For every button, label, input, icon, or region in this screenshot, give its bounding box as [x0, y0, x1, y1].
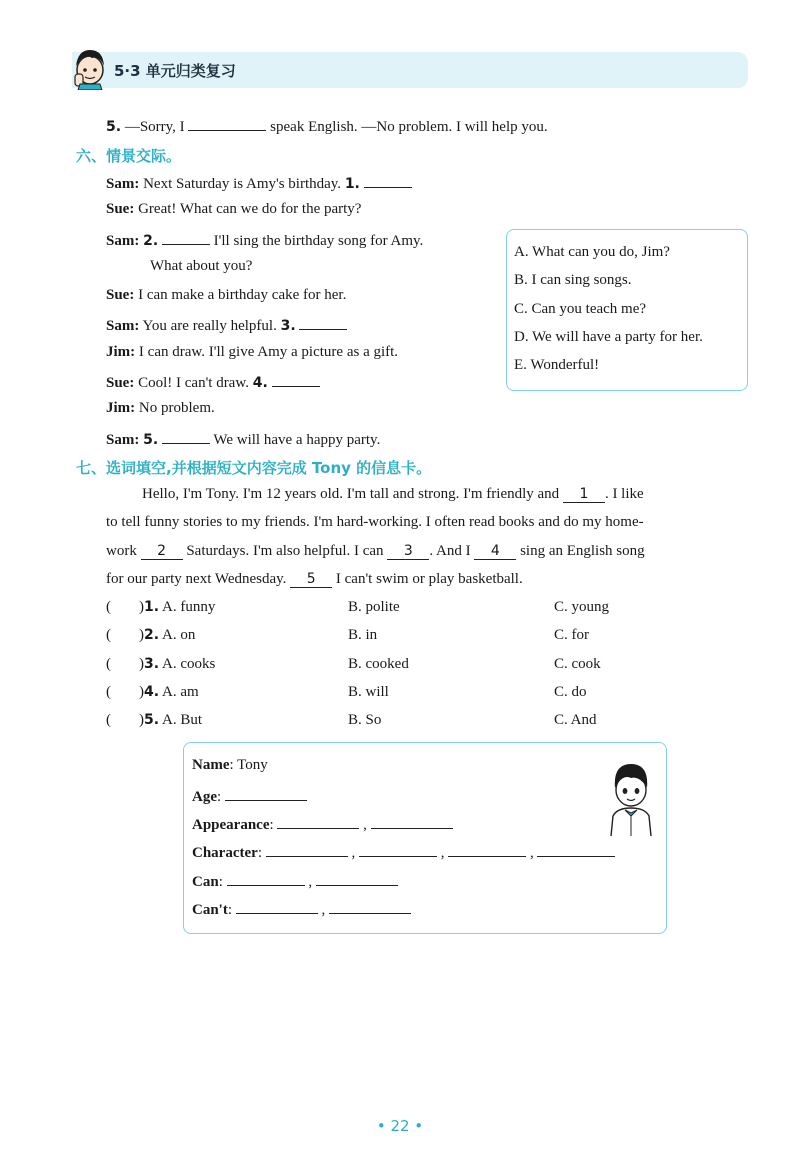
separator: ,: [351, 845, 356, 861]
header-title: 5·3 单元归类复习: [114, 62, 236, 80]
choice-a: A. am: [162, 684, 199, 700]
dialogue-line-5: Sue: I can make a birthday cake for her.: [106, 287, 347, 303]
separator: ,: [363, 817, 367, 833]
passage-text: work: [106, 543, 137, 559]
line-text: You are really helpful.: [142, 318, 277, 334]
name-value: Tony: [237, 757, 268, 773]
speaker: Sue: [106, 287, 130, 303]
passage-text: Saturdays. I'm also helpful. I can: [186, 543, 384, 559]
can-blank-1[interactable]: [227, 871, 305, 886]
choice-2-c: C. for: [554, 627, 589, 643]
choice-row-1[interactable]: [106, 599, 215, 616]
blank-number: 3.: [280, 318, 296, 334]
line-text: Cool! I can't draw.: [138, 375, 249, 391]
line-text: I'll sing the birthday song for Amy.: [213, 233, 424, 249]
page-number: • 22 •: [376, 1117, 424, 1135]
appearance-label: Appearance: [192, 817, 270, 833]
speaker: Sam: [106, 318, 135, 334]
answer-blank-1[interactable]: [364, 173, 412, 188]
cant-blank-1[interactable]: [236, 899, 318, 914]
passage-line-1: [142, 486, 644, 503]
character-blank-2[interactable]: [359, 842, 437, 857]
blank-number: 4.: [252, 375, 268, 391]
choice-row-3[interactable]: [106, 656, 215, 673]
choice-number: 3.: [144, 656, 160, 672]
name-label: Name: [192, 757, 230, 773]
speaker: Sue: [106, 201, 130, 217]
dialogue-line-9: Jim: No problem.: [106, 400, 215, 416]
card-character-row: [192, 842, 615, 862]
card-cant-row: [192, 899, 411, 919]
card-can-row: [192, 871, 398, 891]
character-blank-1[interactable]: [266, 842, 348, 857]
choice-a: A. cooks: [162, 656, 216, 672]
paren-open: (: [106, 656, 111, 672]
speaker: Sam: [106, 176, 135, 192]
choice-5-c: C. And: [554, 712, 597, 728]
paren-open: (: [106, 599, 111, 615]
line-text: Great! What can we do for the party?: [138, 201, 362, 217]
dialogue-line-2: Sue: Great! What can we do for the party?: [106, 201, 362, 217]
blank-number: 2.: [143, 233, 159, 249]
passage-text: sing an English song: [520, 543, 645, 559]
choice-number: 1.: [144, 599, 160, 615]
cant-label: Can't: [192, 902, 228, 918]
character-label: Character: [192, 845, 258, 861]
choice-number: 5.: [144, 712, 160, 728]
passage-text: for our party next Wednesday.: [106, 571, 287, 587]
passage-text: Hello, I'm Tony. I'm 12 years old. I'm tall and strong. I'm friendly and: [142, 486, 560, 502]
card-name-row: [192, 757, 268, 774]
choice-row-5[interactable]: [106, 712, 202, 729]
colon: :: [218, 874, 223, 890]
line-text: I can make a birthday cake for her.: [138, 287, 347, 303]
passage-blank-1[interactable]: 1: [563, 486, 605, 503]
separator: ,: [440, 845, 445, 861]
card-appearance-row: [192, 814, 453, 834]
card-age-row: [192, 786, 307, 806]
line-text: I can draw. I'll give Amy a picture as a gift.: [138, 344, 399, 360]
speaker: Jim: [106, 400, 131, 416]
answer-blank-4[interactable]: [272, 372, 320, 387]
paren-open: (: [106, 712, 111, 728]
paren-open: (: [106, 627, 111, 643]
separator: ,: [529, 845, 534, 861]
choice-a: A. But: [162, 712, 203, 728]
line-text: Next Saturday is Amy's birthday.: [143, 176, 342, 192]
option-d: D. We will have a party for her.: [514, 329, 703, 345]
speaker: Sam: [106, 432, 135, 448]
dialogue-line-1: Sam: Next Saturday is Amy's birthday. 1.: [106, 173, 412, 193]
separator: ,: [308, 874, 313, 890]
paren-close: ): [139, 684, 144, 700]
passage-text: I can't swim or play basketball.: [335, 571, 523, 587]
option-a: A. What can you do, Jim?: [514, 244, 670, 260]
colon: :: [217, 789, 222, 805]
paren-close: ): [139, 627, 144, 643]
option-c: C. Can you teach me?: [514, 301, 647, 317]
q5-text-a: —Sorry, I: [124, 119, 185, 135]
choice-4-b: B. will: [348, 684, 389, 700]
line-text: No problem.: [138, 400, 215, 416]
character-blank-4[interactable]: [537, 842, 615, 857]
passage-blank-3[interactable]: 3: [387, 543, 429, 560]
blank-number: 5.: [143, 432, 159, 448]
q5-line: [106, 116, 548, 136]
age-blank[interactable]: [225, 786, 307, 801]
paren-close: ): [139, 712, 144, 728]
student-mascot-icon: [70, 44, 110, 90]
paren-open: (: [106, 684, 111, 700]
colon: :: [229, 757, 234, 773]
cant-blank-2[interactable]: [329, 899, 411, 914]
q5-answer-blank[interactable]: [188, 116, 266, 131]
dialogue-line-10: Sam: 5. We will have a happy party.: [106, 429, 380, 449]
answer-blank-5[interactable]: [162, 429, 210, 444]
colon: :: [257, 845, 262, 861]
option-e: E. Wonderful!: [514, 357, 600, 373]
speaker: Sam: [106, 233, 135, 249]
appearance-blank-2[interactable]: [371, 814, 453, 829]
dialogue-line-7: Jim: I can draw. I'll give Amy a picture as a gift.: [106, 344, 399, 360]
character-blank-3[interactable]: [448, 842, 526, 857]
choice-a: A. on: [162, 627, 196, 643]
section7-title: 七、选词填空,并根据短文内容完成 Tony 的信息卡。: [76, 459, 432, 477]
can-blank-2[interactable]: [316, 871, 398, 886]
choice-3-b: B. cooked: [348, 656, 409, 672]
choice-5-b: B. So: [348, 712, 382, 728]
speaker: Jim: [106, 344, 131, 360]
passage-line-4: [106, 571, 523, 588]
choice-1-b: B. polite: [348, 599, 400, 615]
dialogue-line-8: Sue: Cool! I can't draw. 4.: [106, 372, 320, 392]
dialogue-line-6: Sam: You are really helpful. 3.: [106, 315, 347, 335]
choice-3-c: C. cook: [554, 656, 601, 672]
passage-text: to tell funny stories to my friends. I'm hard-working. I often read books and do my home-: [106, 514, 644, 530]
age-label: Age: [192, 789, 217, 805]
choice-number: 2.: [144, 627, 160, 643]
choice-number: 4.: [144, 684, 160, 700]
q5-number: 5.: [106, 119, 122, 135]
choice-a: A. funny: [162, 599, 216, 615]
q5-text-b: speak English. —No problem. I will help you.: [270, 119, 548, 135]
choice-row-4[interactable]: [106, 684, 199, 701]
answer-blank-2[interactable]: [162, 230, 210, 245]
appearance-blank-1[interactable]: [277, 814, 359, 829]
speaker: Sue: [106, 375, 130, 391]
blank-number: 1.: [344, 176, 360, 192]
passage-line-2: [106, 514, 644, 531]
paren-close: ): [139, 599, 144, 615]
choice-1-c: C. young: [554, 599, 610, 615]
passage-blank-2[interactable]: 2: [141, 543, 183, 560]
dialogue-line-4: [150, 258, 252, 275]
line-text: We will have a happy party.: [213, 432, 381, 448]
choice-2-b: B. in: [348, 627, 378, 643]
passage-blank-5[interactable]: 5: [290, 571, 332, 588]
choice-row-2[interactable]: [106, 627, 195, 644]
separator: ,: [321, 902, 326, 918]
boy-portrait-icon: [603, 758, 659, 838]
colon: :: [269, 817, 274, 833]
colon: :: [227, 902, 233, 918]
line-text: What about you?: [150, 258, 253, 274]
passage-blank-4[interactable]: 4: [474, 543, 516, 560]
answer-blank-3[interactable]: [299, 315, 347, 330]
dialogue-line-3: Sam: 2. I'll sing the birthday song for Amy.: [106, 230, 423, 250]
passage-text: . I like: [604, 486, 644, 502]
passage-text: . And I: [429, 543, 471, 559]
option-b: B. I can sing songs.: [514, 272, 632, 288]
paren-close: ): [139, 656, 144, 672]
section6-title: 六、情景交际。: [76, 147, 182, 165]
can-label: Can: [192, 874, 219, 890]
passage-line-3: [106, 543, 645, 560]
choice-4-c: C. do: [554, 684, 587, 700]
